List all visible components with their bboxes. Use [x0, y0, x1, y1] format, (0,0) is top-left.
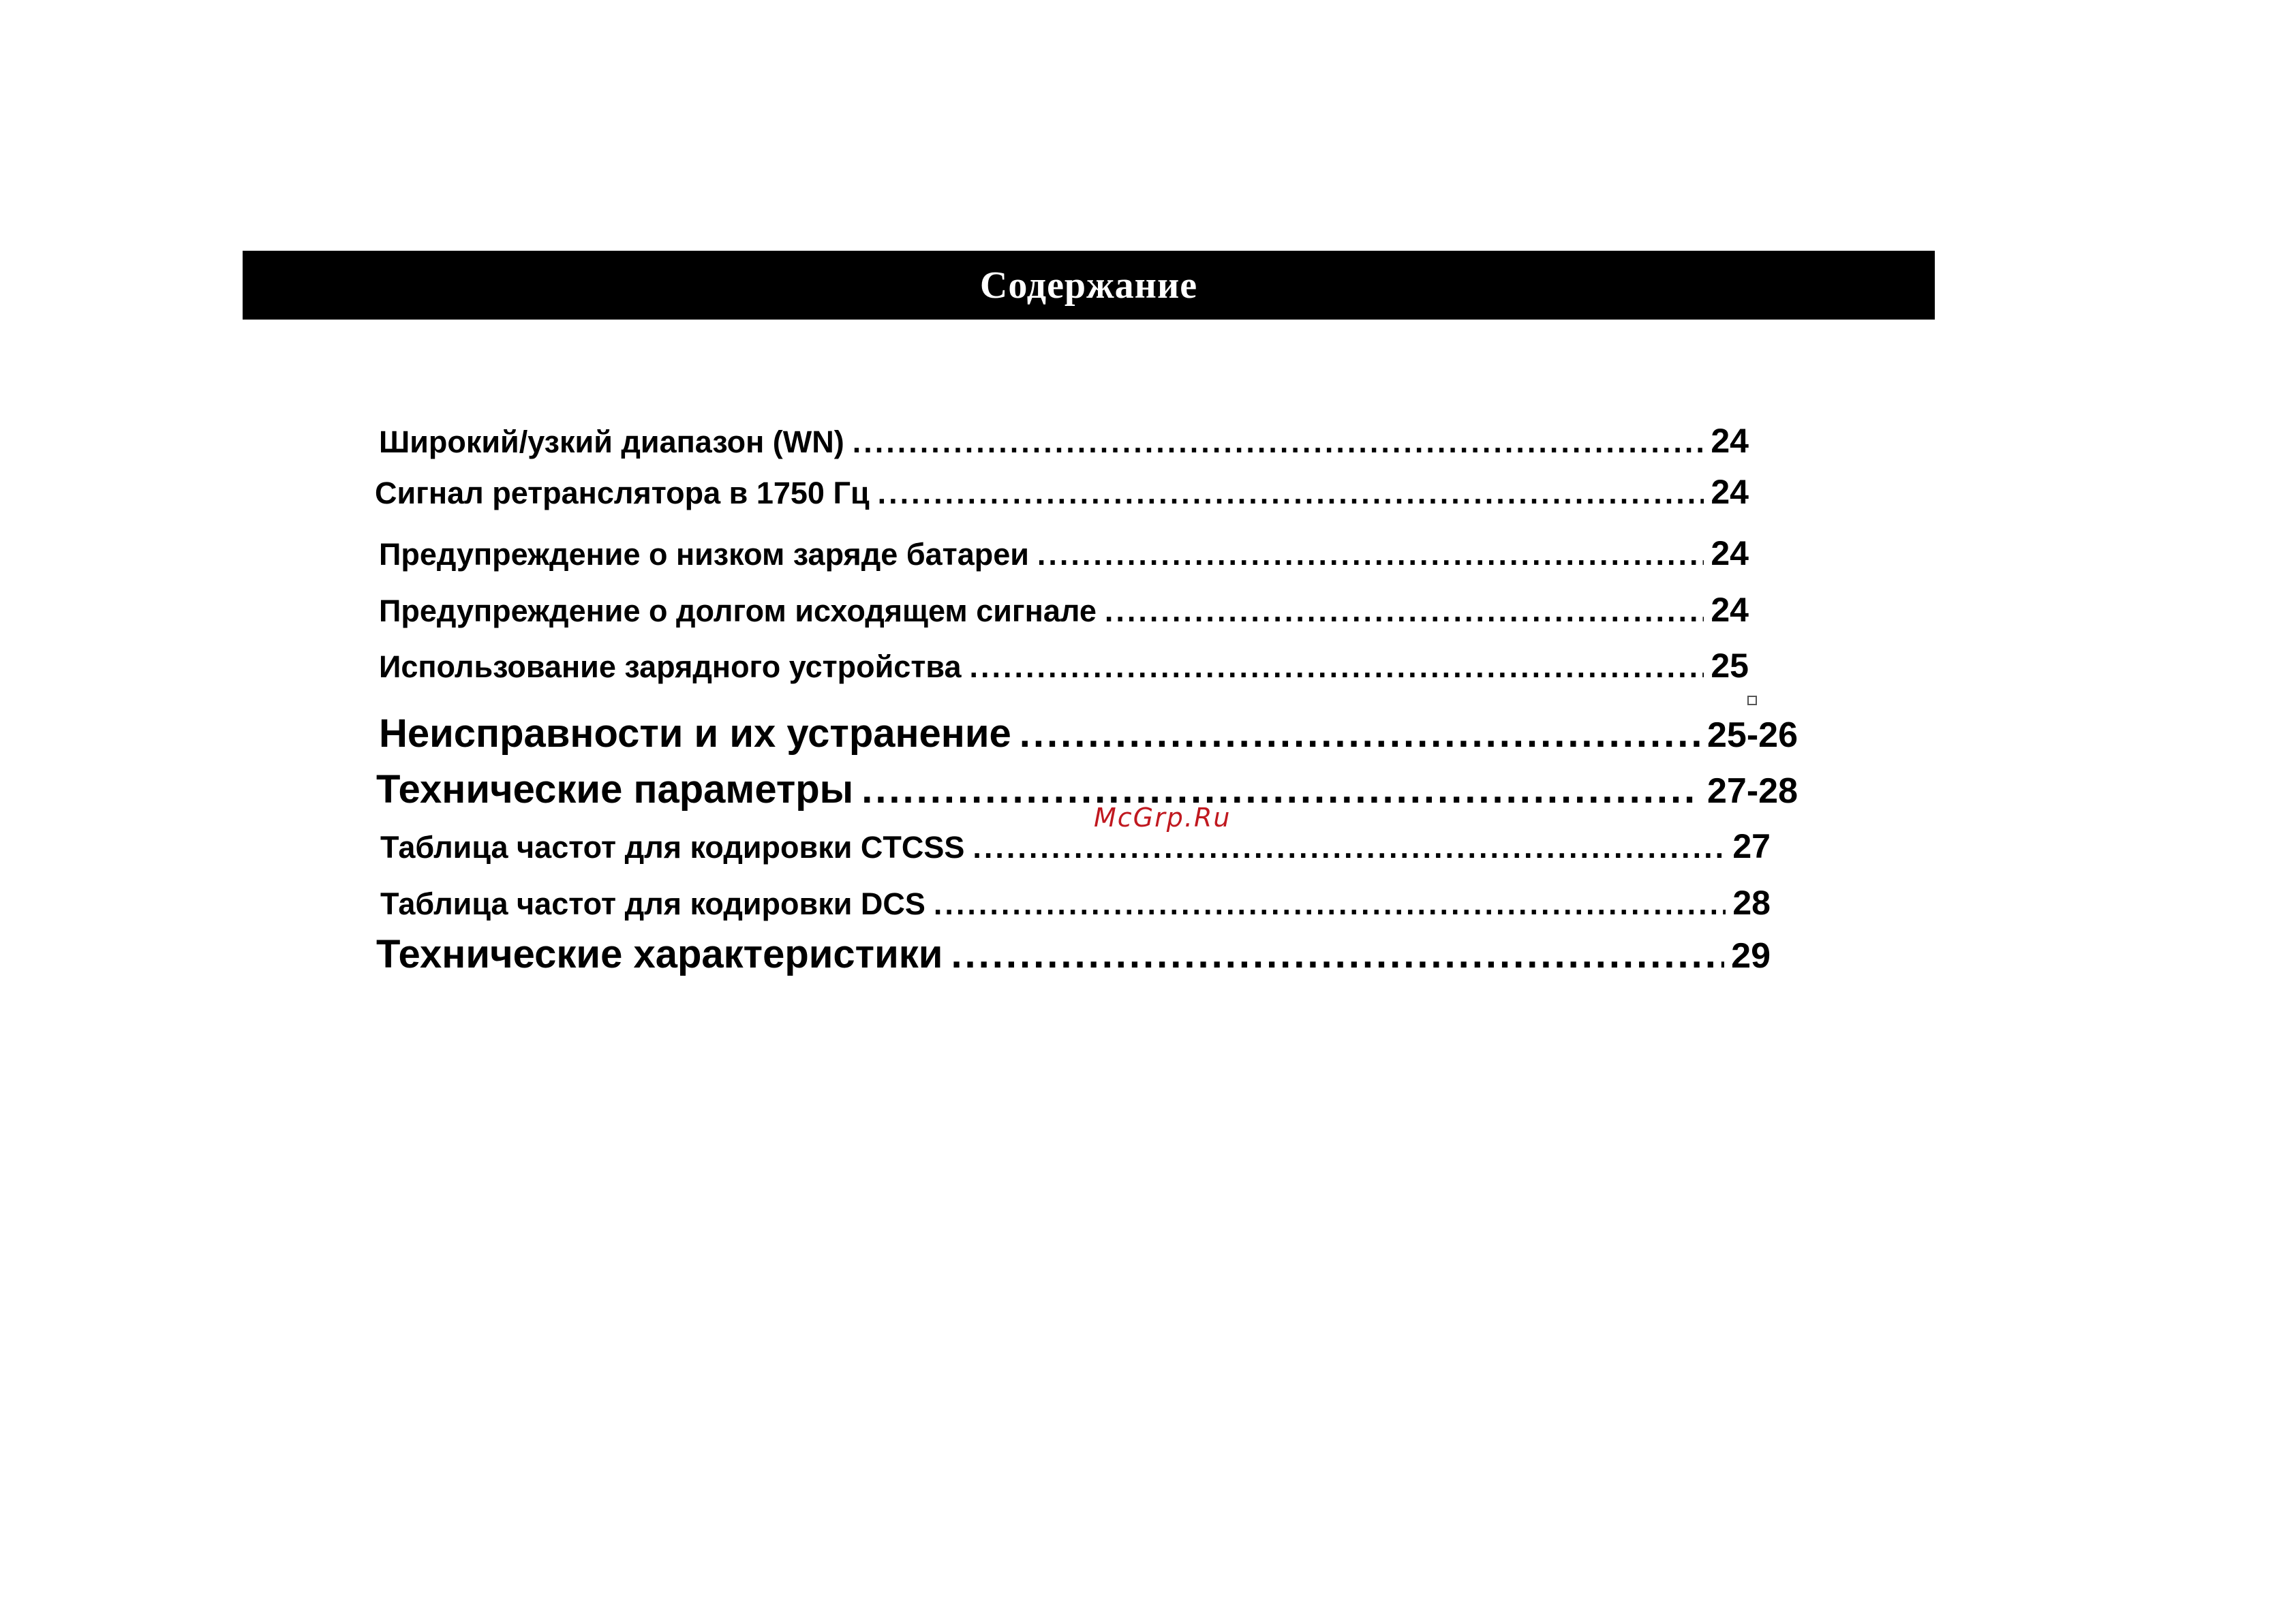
toc-entry-label: Использование зарядного устройства	[379, 649, 962, 684]
toc-dot-leader	[1020, 711, 1700, 756]
toc-entry-label: Широкий/узкий диапазон (WN)	[379, 424, 844, 459]
toc-entry-page: 25-26	[1707, 715, 1798, 755]
toc-entry-label: Неисправности и их устранение	[379, 711, 1011, 756]
toc-entry	[379, 534, 1749, 573]
toc-entry-label: Предупреждение о низком заряде батареи	[379, 537, 1029, 572]
toc-entry-page: 24	[1711, 591, 1749, 629]
toc-entry-label: Таблица частот для кодировки CTCSS	[380, 830, 965, 865]
page-title: Содержание	[979, 264, 1198, 307]
toc-entry-label: Технические параметры	[376, 767, 854, 812]
toc-entry-page: 25	[1711, 647, 1749, 685]
toc-dot-leader	[969, 649, 1704, 685]
toc-entry-label: Сигнал ретранслятора в 1750 Гц	[375, 476, 870, 510]
small-square-marker	[1747, 696, 1757, 705]
toc-entry-page: 27-28	[1707, 771, 1798, 811]
toc-dot-leader	[973, 830, 1726, 865]
toc-entry	[375, 472, 1749, 512]
toc-entry-page: 24	[1711, 473, 1749, 511]
toc-entry	[379, 421, 1749, 461]
toc-entry-page: 27	[1732, 827, 1771, 865]
toc-entry-page: 29	[1731, 936, 1771, 976]
toc-entry-page: 28	[1732, 884, 1771, 922]
toc-entry	[379, 646, 1749, 685]
toc-entry-label: Технические характеристики	[376, 932, 943, 976]
toc-dot-leader	[951, 931, 1724, 977]
toc-entry-label: Предупреждение о долгом исходящем сигнале	[379, 593, 1097, 628]
toc-dot-leader	[934, 886, 1726, 922]
toc-dot-leader	[853, 424, 1704, 460]
toc-entry	[376, 767, 1798, 812]
toc-entry	[380, 826, 1771, 866]
toc-entry-page: 24	[1711, 422, 1749, 460]
toc-entry	[376, 931, 1771, 977]
watermark: McGrp.Ru	[1094, 803, 1231, 833]
toc-entry	[379, 590, 1749, 630]
toc-entry-page: 24	[1711, 534, 1749, 572]
toc-dot-leader	[861, 767, 1700, 812]
toc-entry	[380, 883, 1771, 923]
toc-dot-leader	[1105, 593, 1704, 629]
toc-dot-leader	[878, 476, 1704, 511]
title-bar	[243, 251, 1935, 320]
toc-entry-label: Таблица частот для кодировки DCS	[380, 886, 925, 921]
toc-entry	[379, 711, 1798, 756]
toc-dot-leader	[1037, 537, 1704, 572]
